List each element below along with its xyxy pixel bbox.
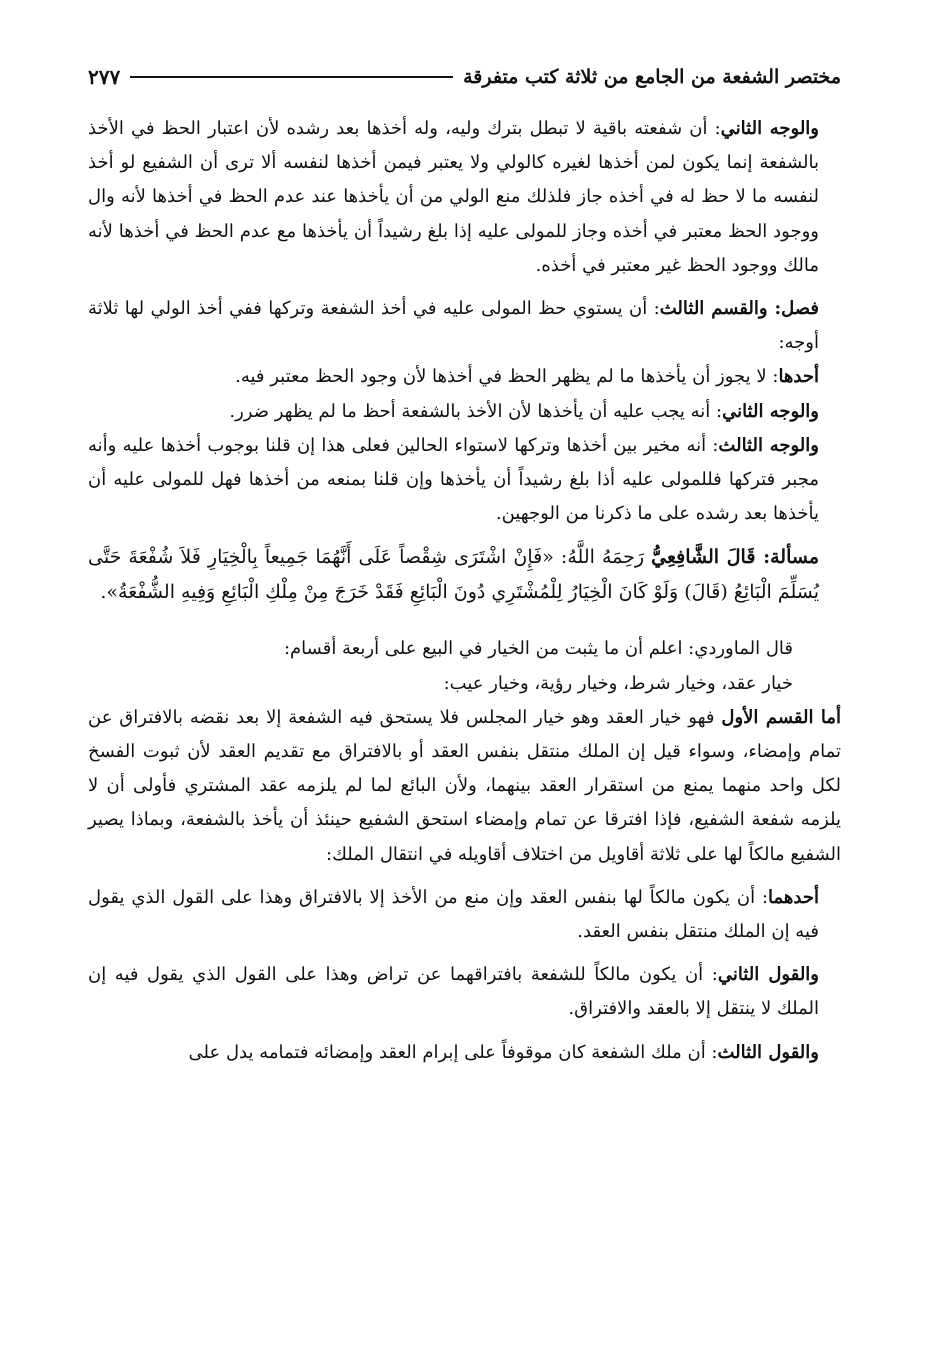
paragraph-text: : أن يستوي حظ المولى عليه في أخذ الشفعة وتركها ففي أخذ الولي لها ثلاثة أوجه: <box>88 298 819 354</box>
paragraph-text: خيار عقد، وخيار شرط، وخيار رؤية، وخيار عيب: <box>443 672 793 694</box>
paragraph-text: رَحِمَهُ اللَّهُ: «فَإِنْ اشْتَرَى شِقْصاً عَلَى أَنَّهُمَا جَمِيعاً بِالْخِيَارِ فَلاَ شُفْعَةَ حَتَّى يُسَلِّمَ الْبَائِعُ (قَالَ) وَلَوْ كَانَ الْخِيَارُ لِلْمُشْتَرِي دُونَ الْبَائِعِ فَقَدْ خَرَجَ مِنْ مِلْكِ الْبَائِعِ وَفِيهِ الشُّفْعَةُ». <box>88 546 819 604</box>
paragraph <box>88 958 841 1026</box>
paragraph <box>88 429 841 532</box>
paragraph-lead: والوجه الثالث <box>718 434 819 456</box>
page-body <box>88 112 841 1070</box>
paragraph <box>88 1036 841 1070</box>
paragraph-text: : لا يجوز أن يأخذها ما لم يظهر الحظ في أخذها لأن وجود الحظ معتبر فيه. <box>235 366 779 388</box>
paragraph-quote <box>88 540 841 610</box>
paragraph-lead: فصل: والقسم الثالث <box>659 298 819 320</box>
paragraph <box>88 881 841 949</box>
paragraph <box>88 667 841 701</box>
paragraph-text: : أن يكون مالكاً لها بنفس العقد وإن منع من الأخذ إلا بالافتراق وهذا على القول الذي يقول فيه إن الملك منتقل بنفس العقد. <box>88 886 819 943</box>
header-rule <box>130 76 453 78</box>
paragraph-lead: أحدهما <box>768 886 819 908</box>
paragraph-text: قال الماوردي: اعلم أن ما يثبت من الخيار في البيع على أربعة أقسام: <box>283 638 793 660</box>
paragraph-text: : أنه يجب عليه أن يأخذها لأن الأخذ بالشفعة أحظ ما لم يظهر ضرر. <box>229 400 723 422</box>
paragraph-lead: والوجه الثاني <box>722 400 819 422</box>
header-title: مختصر الشفعة من الجامع من ثلاثة كتب متفرقة <box>463 66 841 88</box>
paragraph-text: : أن شفعته باقية لا تبطل بترك وليه، وله أخذها بعد رشده لأن اعتبار الحظ في الأخذ بالشفعة إنما يكون لمن أخذها لغيره كالولي ولا يعتبر فيمن أخذها لنفسه ألا ترى أن الشفيع لو أخذ لنفسه ما لا حظ له في أخذه جاز فلذلك منع الولي من أن يأخذها عند عدم الحظ في أخذها لأنه وال ووجود الحظ معتبر في أخذه وجاز للمولى عليه إذا بلغ رشيداً أن يأخذها مع عدم الحظ في أخذها لأنه مالك ووجود الحظ غير معتبر في أخذه. <box>88 118 819 276</box>
paragraph <box>88 112 841 283</box>
paragraph <box>88 292 841 360</box>
paragraph <box>88 701 841 872</box>
running-header <box>88 58 841 96</box>
paragraph-text: : أن يكون مالكاً للشفعة بافتراقهما عن تراض وهذا على القول الذي يقول فيه إن الملك لا ينتقل إلا بالعقد والافتراق. <box>88 964 819 1020</box>
page-number: ٢٧٧ <box>88 65 121 89</box>
paragraph-lead: مسألة: قَالَ الشَّافِعِيُّ <box>651 546 819 569</box>
paragraph-lead: والقول الثاني <box>717 964 819 986</box>
paragraph-text: : أنه مخير بين أخذها وتركها لاستواء الحالين فعلى هذا إن قلنا بوجوب أخذها عليه وأنه مجبر فتركها فللمولى عليه أذا بلغ رشيداً أن يأخذها وإن قلنا بمنعه من أخذها فهل للمولى عليه أن يأخذها بعد رشده على ما ذكرنا من الوجهين. <box>88 434 819 525</box>
paragraph-text: : أن ملك الشفعة كان موقوفاً على إبرام العقد وإمضائه فتمامه يدل على <box>188 1041 718 1063</box>
paragraph <box>88 360 841 394</box>
paragraph-lead: والقول الثالث <box>717 1041 819 1063</box>
paragraph-lead: والوجه الثاني <box>720 118 819 139</box>
paragraph-text: فهو خيار العقد وهو خيار المجلس فلا يستحق فيه الشفعة إلا بعد نقضه بالافتراق عن تمام وإمضاء، وسواء قيل إن الملك منتقل بنفس العقد أو بالافتراق مع تقديم العقد لأن ثبوت الفسخ لكل واحد منهما يمنع من استقرار العقد بينهما، ولأن البائع لما لم يلزمه عقد المشتري فأولى أن لا يلزمه شفعة الشفيع، فإذا افترقا عن تمام وإمضاء استحق الشفيع حينئذ أن يأخذ بالشفعة، وبماذا يصير الشفيع مالكاً لها على ثلاثة أقاويل من اختلاف أقاويله في انتقال الملك: <box>88 706 841 865</box>
paragraph <box>88 395 841 429</box>
paragraph-lead: أما القسم الأول <box>721 706 842 728</box>
paragraph-lead: أحدها <box>778 366 819 388</box>
paragraph <box>88 632 841 666</box>
